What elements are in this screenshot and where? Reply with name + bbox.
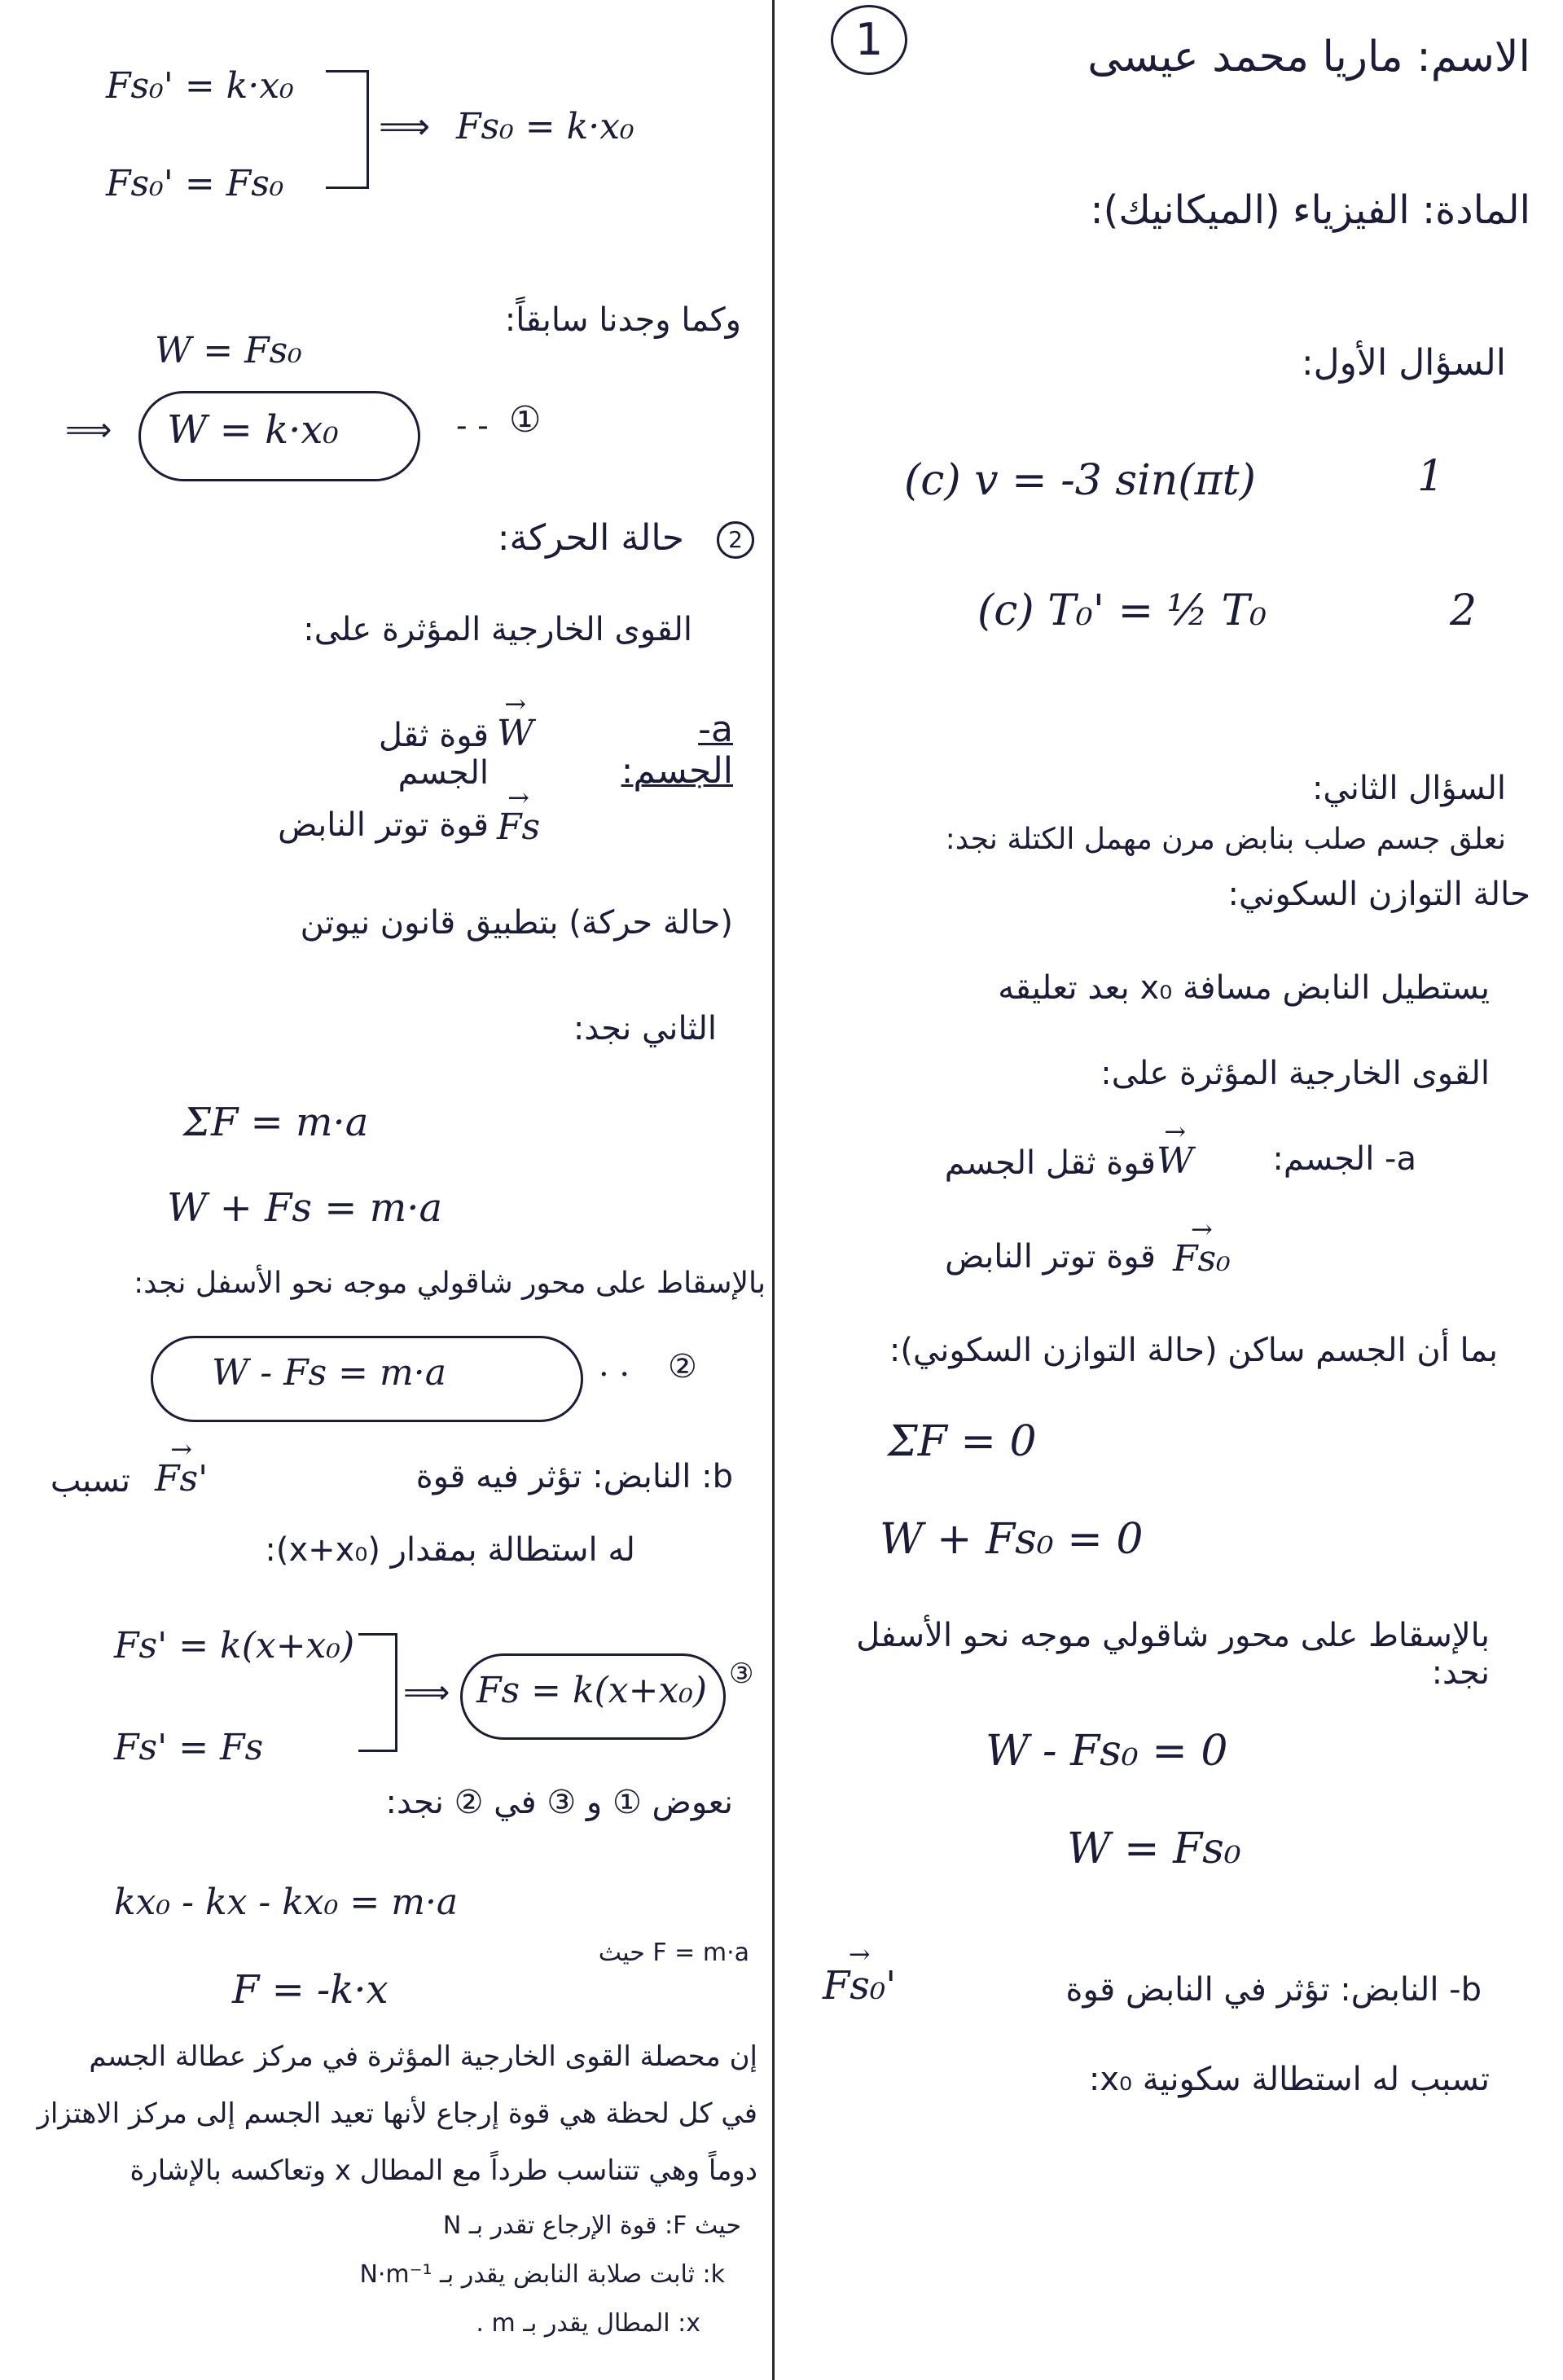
- motion-b-force: → Fs': [155, 1458, 208, 1500]
- conclusion-line-3: دوماً وهي تتناسب طرداً مع المطال x وتعاكسه بالإشارة: [130, 2154, 757, 2187]
- static-w-plus-fs0: W + Fs₀ = 0: [880, 1515, 1144, 1564]
- eq-fs0p-fs0: Fs₀' = Fs₀: [106, 163, 284, 204]
- column-divider: [772, 0, 775, 2380]
- conclusion-line-5: k: ثابت صلابة النابض يقدر بـ N·m⁻¹: [359, 2260, 725, 2289]
- student-name: الاسم: ماريا محمد عيسى: [1087, 33, 1530, 81]
- eq-w-fs0-left: W = Fs₀: [155, 330, 302, 371]
- eq-fs-kxx0: Fs = k(x+x₀): [476, 1670, 708, 1711]
- eq-w-fs-ma: W + Fs = m·a: [167, 1185, 443, 1231]
- motion-b-label: b: النابض: تؤثر فيه قوة: [415, 1458, 733, 1495]
- eq2-dots: · ·: [599, 1356, 630, 1394]
- static-force-fs0: قوة توتر النابض: [945, 1238, 1156, 1276]
- eq3-tag: ③: [729, 1658, 754, 1690]
- forces-title-static: القوى الخارجية المؤثرة على:: [1100, 1055, 1490, 1092]
- motion-force-w: قوة ثقل الجسم: [378, 717, 489, 792]
- substitute-line: نعوض ① و ③ في ② نجد:: [385, 1784, 733, 1821]
- implies-arrow-1: ⟹: [379, 106, 431, 147]
- eq1-tag: ①: [509, 399, 542, 441]
- conclusion-line-1: إن محصلة القوى الخارجية المؤثرة في مركز عطالة الجسم: [89, 2040, 757, 2073]
- implies-arrow-2: ⟹: [65, 411, 112, 449]
- static-projection: بالإسقاط على محور شاقولي موجه نحو الأسفل نجد:: [856, 1617, 1490, 1692]
- motion-b-cause: تسبب: [50, 1462, 130, 1500]
- eq-fs0-result: Fs₀ = k·x₀: [456, 106, 634, 147]
- eq-w-kx0: W = k·x₀: [167, 407, 339, 453]
- q1-answer-1: (c) v = -3 sin(πt): [904, 456, 1256, 505]
- static-sum-zero: ΣF = 0: [888, 1417, 1037, 1466]
- q2-title: السؤال الثاني:: [1311, 770, 1506, 807]
- static-w-equals-fs0: W = Fs₀: [1067, 1825, 1241, 1873]
- static-w-symbol: → W: [1157, 1140, 1193, 1182]
- newton-line: (حالة حركة) بتطبيق قانون نيوتن: [300, 904, 733, 942]
- motion-force-fs: قوة توتر النابض: [278, 806, 489, 844]
- q2-intro: نعلق جسم صلب بنابض مرن مهمل الكتلة نجد:: [945, 823, 1506, 856]
- static-elongation: يستطيل النابض مسافة x₀ بعد تعليقه: [998, 969, 1490, 1007]
- bracket-2: [358, 1633, 397, 1752]
- q1-title: السؤال الأول:: [1301, 342, 1506, 384]
- eq-fs0p-kx0: Fs₀' = k·x₀: [106, 65, 294, 107]
- static-w-minus-fs0: W - Fs₀ = 0: [986, 1727, 1228, 1776]
- static-b-force: → Fs₀': [823, 1963, 896, 2009]
- static-a-label: a- الجسم:: [1272, 1140, 1416, 1178]
- conclusion-line-2: في كل لحظة هي قوة إرجاع لأنها تعيد الجسم إلى مركز الاهتزاز: [37, 2097, 757, 2130]
- page-number: 1: [831, 5, 907, 75]
- q1-answer-2: (c) T₀' = ½ T₀: [977, 586, 1267, 635]
- bracket-1: [326, 70, 369, 189]
- eq1-dashes: - -: [456, 407, 489, 445]
- eq-sum-ma: ΣF = m·a: [183, 1100, 369, 1145]
- eq-fsp-fs: Fs' = Fs: [114, 1727, 264, 1768]
- motion-projection: بالإسقاط على محور شاقولي موجه نحو الأسفل نجد:: [134, 1267, 766, 1300]
- motion-a-label: a- الجسم:: [621, 709, 733, 792]
- motion-title: حالة الحركة:: [497, 517, 684, 559]
- conclusion-line-6: x: المطال يقدر بـ m .: [476, 2309, 700, 2338]
- motion-b-elongation: له استطالة بمقدار (x+x₀):: [265, 1531, 635, 1569]
- static-reason: بما أن الجسم ساكن (حالة التوازن السكوني):: [889, 1332, 1498, 1369]
- newton-line-2: الثاني نجد:: [573, 1010, 717, 1047]
- subject-line: المادة: الفيزياء (الميكانيك):: [1090, 187, 1530, 233]
- q1-num-2: 2: [1450, 586, 1477, 635]
- eq-substituted: kx₀ - kx - kx₀ = m·a: [114, 1882, 459, 1923]
- static-fs0-symbol: → Fs₀: [1173, 1238, 1231, 1280]
- motion-forces-title: القوى الخارجية المؤثرة على:: [303, 611, 692, 648]
- eq-f-ma-side: F = m·a حيث: [598, 1939, 749, 1967]
- static-b-label: b- النابض: تؤثر في النابض قوة: [1065, 1971, 1482, 2009]
- eq-fsp-k: Fs' = k(x+x₀): [114, 1625, 355, 1666]
- motion-w-symbol: → W: [497, 713, 533, 754]
- static-force-w: قوة ثقل الجسم: [944, 1144, 1156, 1182]
- static-b-reason: تسبب له استطالة سكونية x₀:: [1088, 2061, 1490, 2098]
- motion-num: 2: [717, 521, 754, 559]
- conclusion-line-4: حيث F: قوة الإرجاع تقدر بـ N: [442, 2211, 741, 2240]
- q1-num-1: 1: [1417, 452, 1445, 501]
- implies-arrow-3: ⟹: [403, 1674, 450, 1711]
- as-found-text: وكما وجدنا سابقاً:: [504, 301, 741, 339]
- eq-w-fs-ma-cloud: W - Fs = m·a: [212, 1352, 446, 1394]
- eq-final-hooke: F = -k·x: [232, 1967, 389, 2013]
- eq2-tag: ②: [668, 1348, 697, 1385]
- motion-fs-symbol: → Fs: [497, 806, 540, 848]
- static-title: حالة التوازن السكوني:: [1227, 876, 1530, 913]
